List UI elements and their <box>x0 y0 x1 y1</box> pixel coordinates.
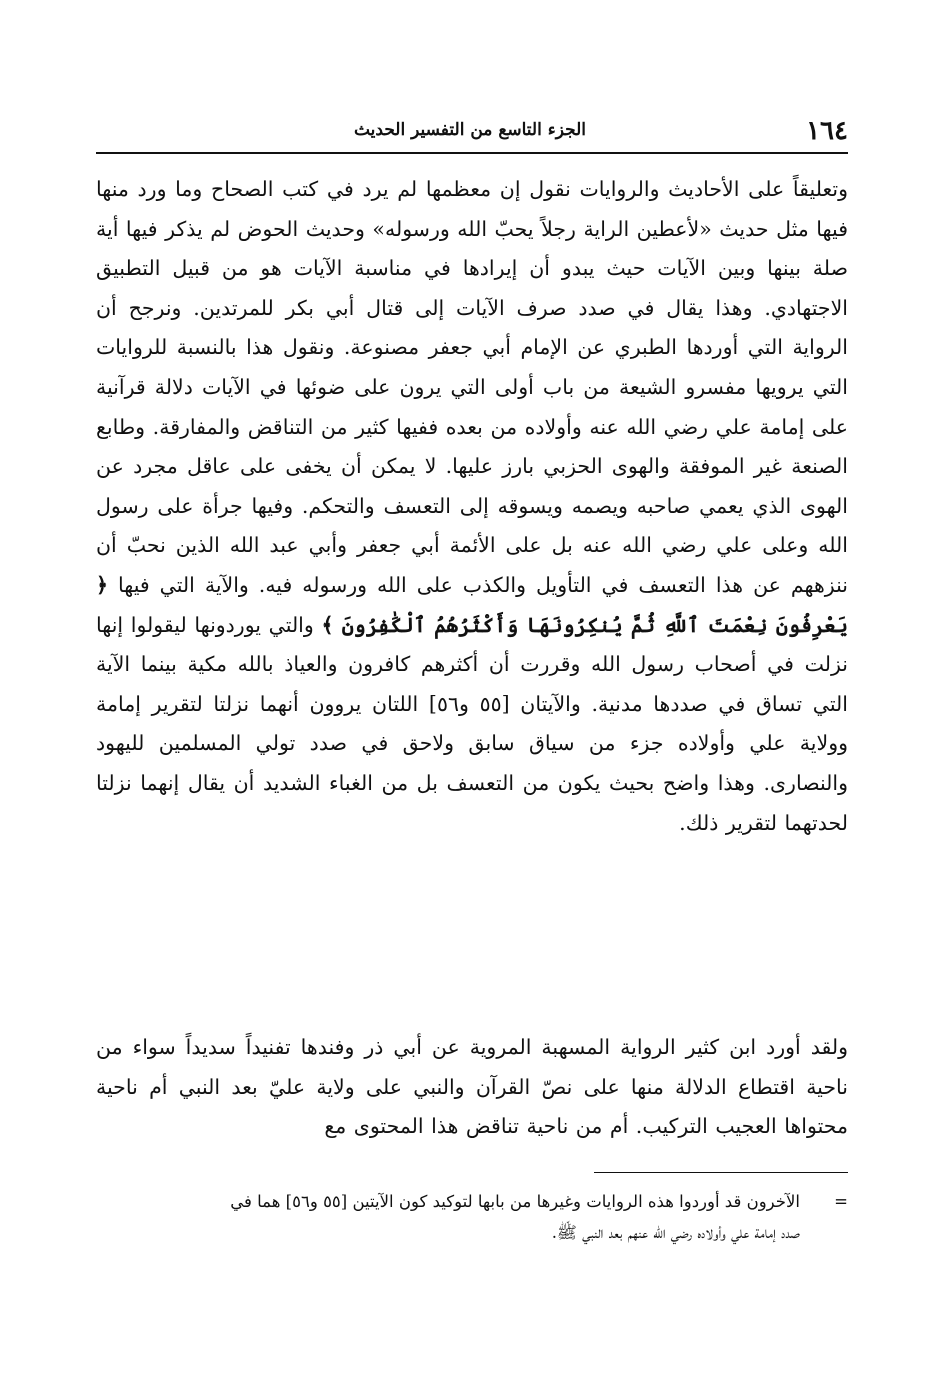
footnote-continuation-marker: = <box>834 1192 848 1211</box>
footnote-line-2: صدد إمامة علي وأولاده رضي الله عنهم بعد النبي ﷺ. <box>551 1223 800 1242</box>
footnote <box>96 1186 848 1248</box>
running-title: الجزء التاسع من التفسير الحديث <box>353 120 586 140</box>
page-number: ١٦٤ <box>806 116 848 146</box>
second-paragraph-text: ولقد أورد ابن كثير الرواية المسهبة المروية عن أبي ذر وفندها تفنيداً سديداً سواء من ناحية اقتطاع الدلالة منها على نصّ القرآن والنبي على ولاية عليّ بعد النبي أم ناحية محتواها العجيب التركيب. أم من ناحية تناقض هذا المحتوى مع <box>96 1035 848 1139</box>
second-paragraph <box>96 1028 848 1147</box>
footnote-divider <box>594 1172 848 1173</box>
header-divider <box>96 152 848 154</box>
footnote-line-1: الآخرون قد أوردوا هذه الروايات وغيرها من بابها لتوكيد كون الآيتين [٥٥ و٥٦] هما في <box>230 1192 800 1211</box>
quran-verse: ﴿ يَعْرِفُونَ نِعْمَتَ ٱللَّهِ ثُمَّ يُنكِرُونَهَا وَأَكْثَرُهُمُ ٱلْكَٰفِرُونَ ﴾ <box>96 572 849 637</box>
running-header <box>96 112 848 152</box>
main-text-part-2: والتي يوردونها ليقولوا إنها نزلت في أصحاب رسول الله وقررت أن أكثرهم كافرون والعياذ بالله مكية بينما الآية التي تساق في صددها مدنية. والآيتان [٥٥ و٥٦] اللتان يروون أنهما نزلتا لتقرير إمامة وولاية علي وأولاده جزء من سياق سابق ولاحق في صدد تولي المسلمين لليهود والنصارى. وهذا واضح بحيث يكون من التعسف بل من الغباء الشديد أن يقال إنهما نزلتا لحدتهما لتقرير ذلك. <box>96 612 848 835</box>
footnote-text <box>96 1186 800 1248</box>
main-paragraph <box>96 170 848 843</box>
main-text-part-1: وتعليقاً على الأحاديث والروايات نقول إن معظمها لم يرد في كتب الصحاح وما ورد منها فيها مثل حديث «لأعطين الراية رجلاً يحبّ الله ورسوله» وحديث الحوض لم يذكر فيها أية صلة بينها وبين الآيات حيث يبدو أن إيرادها في مناسبة الآيات هو من قبيل التطبيق الاجتهادي. وهذا يقال في صدد صرف الآيات إلى قتال أبي بكر للمرتدين. ونرجح أن الرواية التي أوردها الطبري عن الإمام أبي جعفر مصنوعة. ونقول هذا بالنسبة للروايات التي يرويها مفسرو الشيعة من باب أولى التي يرون على ضوئها في الآيات دلالة قرآنية على إمامة علي رضي الله عنه وأولاده من بعده ففيها كثير من التناقض والمفارقة. وطابع الصنعة غير الموفقة والهوى الحزبي بارز عليها. لا يمكن أن يخفى على عاقل مجرد عن الهوى الذي يعمي صاحبه ويصمه ويسوقه إلى التعسف والتحكم. وفيها جرأة على رسول الله وعلى علي رضي الله عنه بل على الأئمة أبي جعفر وأبي عبد الله الذين نحبّ أن ننزههم عن هذا التعسف في التأويل والكذب على الله ورسوله فيه. والآية التي فيها <box>96 177 848 597</box>
